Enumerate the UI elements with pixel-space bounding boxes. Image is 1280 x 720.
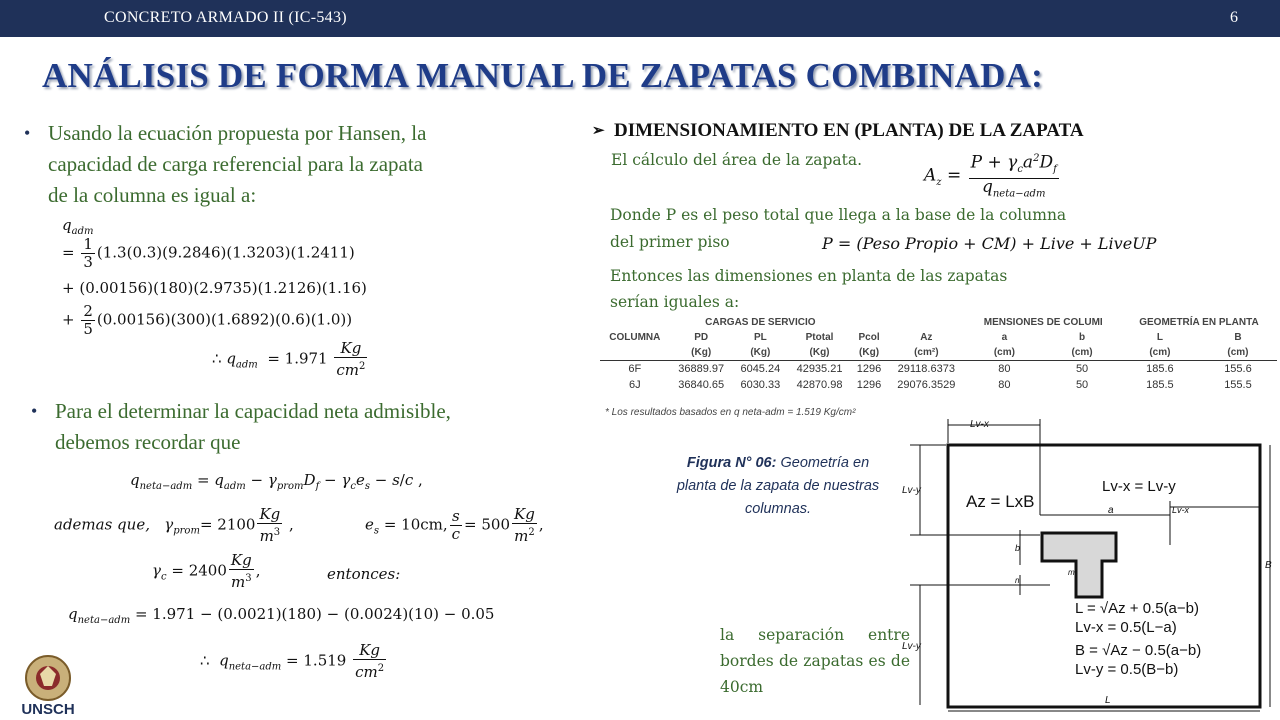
table-units — [600, 345, 1277, 361]
table-cell: 6J — [629, 379, 641, 391]
unit-cell: (cm²) — [914, 347, 939, 358]
table-cell: 29118.6373 — [887, 361, 966, 378]
column-header: Az — [920, 332, 933, 343]
table-cell: 1296 — [851, 361, 887, 378]
bullet-line: Usando la ecuación propuesta por Hansen, la — [48, 121, 427, 145]
table-cell: 155.6 — [1199, 361, 1277, 378]
dim-L: L — [1105, 695, 1111, 706]
table-cell: 185.5 — [1146, 379, 1174, 391]
bullet-neta — [31, 396, 451, 458]
slide-title: ANÁLISIS DE FORMA MANUAL DE ZAPATAS COMBINADA: — [42, 56, 1043, 95]
formula-lvx: Lv-x = 0.5(L−a) — [1075, 619, 1177, 636]
unit-cell — [600, 345, 670, 361]
table-cell: 6030.33 — [740, 379, 781, 391]
column-header: B — [1234, 332, 1242, 343]
column-header: a — [1001, 332, 1008, 343]
table-cell: 80 — [998, 379, 1011, 391]
eq-qadm-label: $q_{adm}$ — [62, 216, 94, 237]
area-formula: $A_z$ = $\frac{P + \gamma_ca^2D_f}{q_{neta-adm}}$ — [924, 150, 1061, 202]
bullet-hansen — [24, 118, 427, 211]
dim-lvx-top: Lv-x — [970, 419, 989, 430]
eq-line-3: + (0.00156)(180)(2.9735)(1.2126)(1.16) — [62, 279, 367, 297]
column-header: L — [1156, 332, 1163, 343]
page-number: 6 — [1230, 9, 1238, 26]
separation-text: la separación entre bordes de zapatas es de 40cm — [720, 626, 910, 696]
bullet-dot: • — [31, 401, 38, 421]
lvx-eq-label: Lv-x = Lv-y — [1102, 478, 1176, 495]
table-row — [600, 361, 1277, 378]
section-heading: ➢ DIMENSIONAMIENTO EN (PLANTA) DE LA ZAPATA — [592, 120, 1084, 141]
table-note: * Los resultados basados en q neta-adm = 1.519 Kg/cm² — [605, 407, 856, 418]
column-header: Pcol — [858, 332, 880, 343]
unit-cell: (cm) — [1149, 347, 1171, 358]
group-header: GEOMETRÍA EN PLANTA — [1139, 317, 1259, 328]
course-title: CONCRETO ARMADO II (IC-543) — [104, 9, 347, 26]
dim-b: b — [1015, 543, 1021, 553]
arrow-bullet-icon: ➢ — [592, 123, 605, 139]
az-label: Az = LxB — [966, 492, 1035, 511]
area-text: El cálculo del área de la zapata. — [611, 151, 863, 169]
table-cell: 50 — [1043, 361, 1121, 378]
table-cell: 36840.65 — [678, 379, 725, 391]
table-cell: 6F — [600, 361, 670, 378]
donde-line-1: Donde P es el peso total que llega a la base de la columna — [610, 206, 1067, 224]
unit-cell: (cm) — [1071, 347, 1093, 358]
bullet-dot: • — [24, 123, 31, 143]
table-row — [600, 377, 1277, 393]
eq-line-4: + $\frac{2}{5}$ (0.00156)(300)(1.6892)(0.6)(1.0)) — [62, 302, 353, 338]
table-header — [600, 330, 1277, 345]
dim-lvy-left: Lv-y — [902, 485, 921, 496]
table-cell: 1296 — [856, 379, 882, 391]
table-cell: 42935.21 — [788, 361, 851, 378]
eq-ademas: ademas que, $\gamma_{prom}= 2100$ $\frac{Kg}{m^3}$ , — [54, 505, 294, 545]
group-header: CARGAS DE SERVICIO — [705, 317, 816, 328]
dim-n: n — [1015, 576, 1020, 585]
entonces-line-2: serían iguales a: — [610, 293, 740, 311]
table-cell: 29076.3529 — [897, 379, 956, 391]
eq-result-1: ∴ $q_{adm} = 1.971$ $\frac{Kg}{cm^2}$ — [212, 339, 366, 379]
university-logo — [8, 650, 88, 720]
eq-es: $e_s = 10cm$, $\frac{s}{c}$ = 500 $\frac{Kg}{m^2}$ , — [365, 505, 544, 545]
column-header: PD — [694, 332, 709, 343]
table-cell: 155.5 — [1224, 379, 1252, 391]
table-cell: 185.6 — [1121, 361, 1199, 378]
eq-result-2: ∴ $q_{neta-adm} = 1.519$ $\frac{Kg}{cm^2}$ — [200, 641, 385, 681]
formula-B: B = √Az − 0.5(a−b) — [1075, 642, 1202, 659]
formula-L: L = √Az + 0.5(a−b) — [1075, 600, 1199, 617]
unit-cell: (Kg) — [691, 347, 712, 358]
p-formula: P = (Peso Propio + CM) + Live + LiveUP — [822, 234, 1157, 253]
bullet-line: debemos recordar que — [55, 430, 241, 454]
unit-cell: (cm) — [993, 347, 1015, 358]
table-cell: 80 — [966, 361, 1044, 378]
donde-line-2: del primer piso — [610, 233, 730, 251]
eq-gc: $\gamma_c = 2400$ $\frac{Kg}{m^3}$ , — [152, 551, 261, 591]
dim-B: B — [1265, 560, 1272, 571]
unit-cell: (Kg) — [809, 347, 830, 358]
table-cell: 50 — [1075, 379, 1089, 391]
eq-entonces: entonces: — [327, 565, 401, 583]
column-shape — [1042, 533, 1116, 597]
group-header: MENSIONES DE COLUMI — [983, 317, 1103, 328]
formula-lvy: Lv-y = 0.5(B−b) — [1075, 661, 1179, 678]
column-header: b — [1079, 332, 1086, 343]
table-group-header — [600, 315, 1277, 330]
unit-cell: (cm) — [1227, 347, 1249, 358]
figure-caption: Figura N° 06: Geometría en planta de la zapata de nuestras columnas. — [676, 455, 880, 517]
entonces-line-1: Entonces las dimensiones en planta de las zapatas — [610, 267, 1008, 285]
eq-neta-calc: $q_{neta-adm} = 1.971 - (0.0021)(180) - (0.0024)(10) - 0.05$ — [68, 605, 495, 626]
column-header: PL — [753, 332, 767, 343]
column-header: Ptotal — [805, 332, 834, 343]
unit-cell: (Kg) — [859, 347, 880, 358]
results-table — [600, 315, 1277, 393]
table-cell: 36889.97 — [670, 361, 733, 378]
top-bar — [0, 0, 1280, 37]
logo-text: UNSCH — [21, 701, 75, 718]
dim-lvx-right: Lv-x — [1172, 505, 1190, 515]
bullet-line: de la columna es igual a: — [48, 183, 257, 207]
dim-m: m — [1068, 568, 1075, 577]
table-cell: 42870.98 — [796, 379, 843, 391]
unit-cell: (Kg) — [750, 347, 771, 358]
table-cell: 6045.24 — [733, 361, 788, 378]
dim-a: a — [1108, 505, 1114, 516]
eq-neta-def: $q_{neta-adm} = q_{adm} - \gamma_{prom}D_f - \gamma_ce_s - s/c$ , — [130, 471, 423, 492]
eq-line-2: = $\frac{1}{3}$ (1.3(0.3)(9.2846)(1.3203)(1.2411) — [62, 235, 355, 271]
bullet-line: capacidad de carga referencial para la zapata — [48, 152, 423, 176]
bullet-line: Para el determinar la capacidad neta admisible, — [55, 399, 451, 423]
footing-diagram — [880, 415, 1280, 720]
column-header: COLUMNA — [609, 332, 661, 343]
dim-lvy-bottom: Lv-y — [902, 641, 921, 652]
